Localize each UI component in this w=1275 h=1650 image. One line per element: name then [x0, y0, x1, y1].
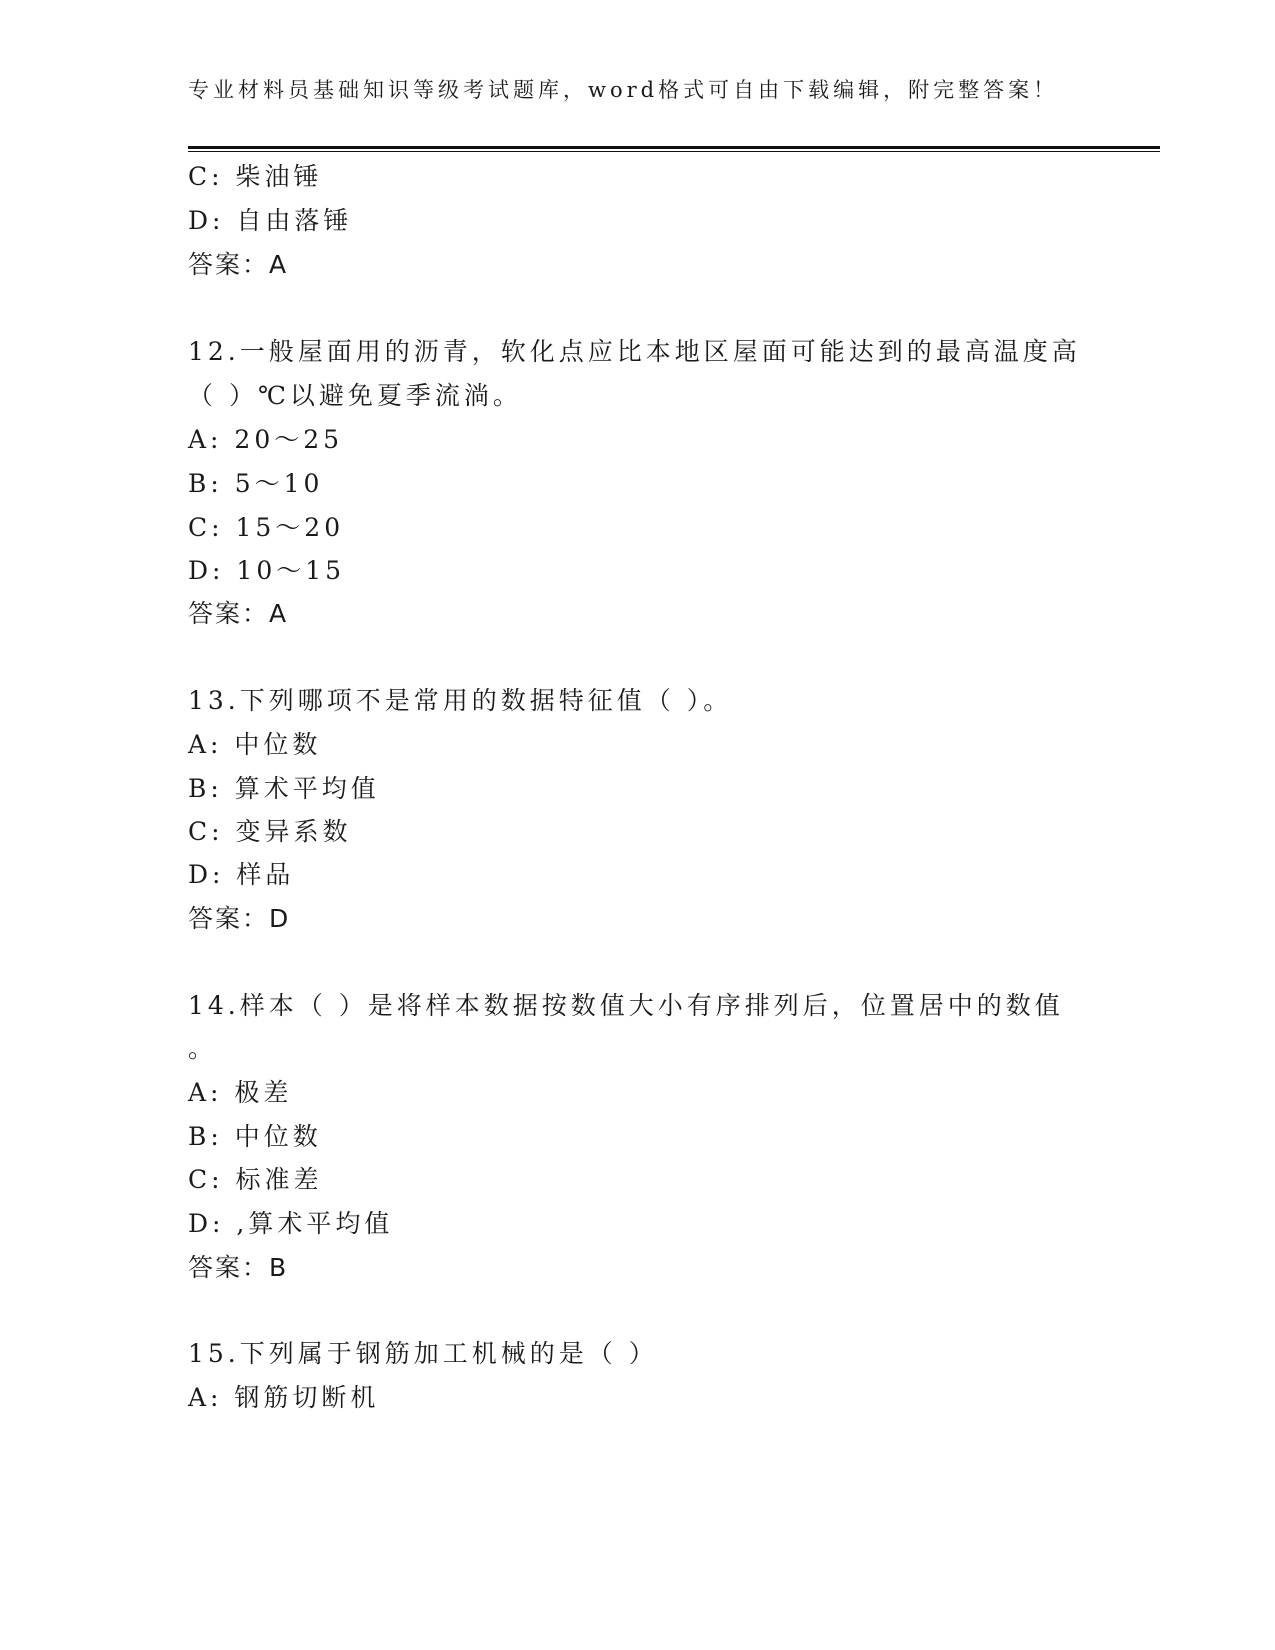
q14-stem-line-1: 14.样本（ ）是将样本数据按数值大小有序排列后，位置居中的数值	[188, 991, 1064, 1020]
q12-option-a: A: 20～25	[188, 425, 344, 454]
header-rule-thick	[188, 146, 1160, 149]
q12-option-c: C: 15～20	[188, 513, 345, 542]
q11-option-c: C: 柴油锤	[188, 162, 323, 191]
q13-option-c: C: 变异系数	[188, 817, 352, 846]
q13-answer: 答案：D	[188, 904, 291, 933]
q13-stem-line-1: 13.下列哪项不是常用的数据特征值（ ）。	[188, 686, 733, 715]
q14-option-a: A: 极差	[188, 1078, 293, 1107]
q12-answer: 答案：A	[188, 599, 289, 628]
q11-option-d: D: 自由落锤	[188, 206, 353, 235]
q14-option-b: B: 中位数	[188, 1122, 322, 1151]
header-rule-thin	[188, 151, 1160, 152]
q13-option-b: B: 算术平均值	[188, 774, 380, 803]
q14-option-d: D: ,算术平均值	[188, 1209, 394, 1238]
q13-option-d: D: 样品	[188, 860, 295, 889]
q12-option-b: B: 5～10	[188, 469, 324, 498]
q14-option-c: C: 标准差	[188, 1165, 323, 1194]
q15-stem-line-1: 15.下列属于钢筋加工机械的是（ ）	[188, 1339, 658, 1368]
q12-stem-line-2: （ ）℃以避免夏季流淌。	[188, 381, 522, 410]
q14-answer: 答案：B	[188, 1253, 289, 1282]
q12-stem-line-1: 12.一般屋面用的沥青，软化点应比本地区屋面可能达到的最高温度高	[188, 337, 1081, 366]
q12-option-d: D: 10～15	[188, 556, 346, 585]
q13-option-a: A: 中位数	[188, 730, 322, 759]
q11-answer: 答案：A	[188, 250, 289, 279]
page-header: 专业材料员基础知识等级考试题库，word格式可自由下载编辑，附完整答案！	[188, 78, 1059, 102]
q15-option-a: A: 钢筋切断机	[188, 1383, 380, 1412]
q14-stem-line-2: 。	[188, 1034, 218, 1063]
